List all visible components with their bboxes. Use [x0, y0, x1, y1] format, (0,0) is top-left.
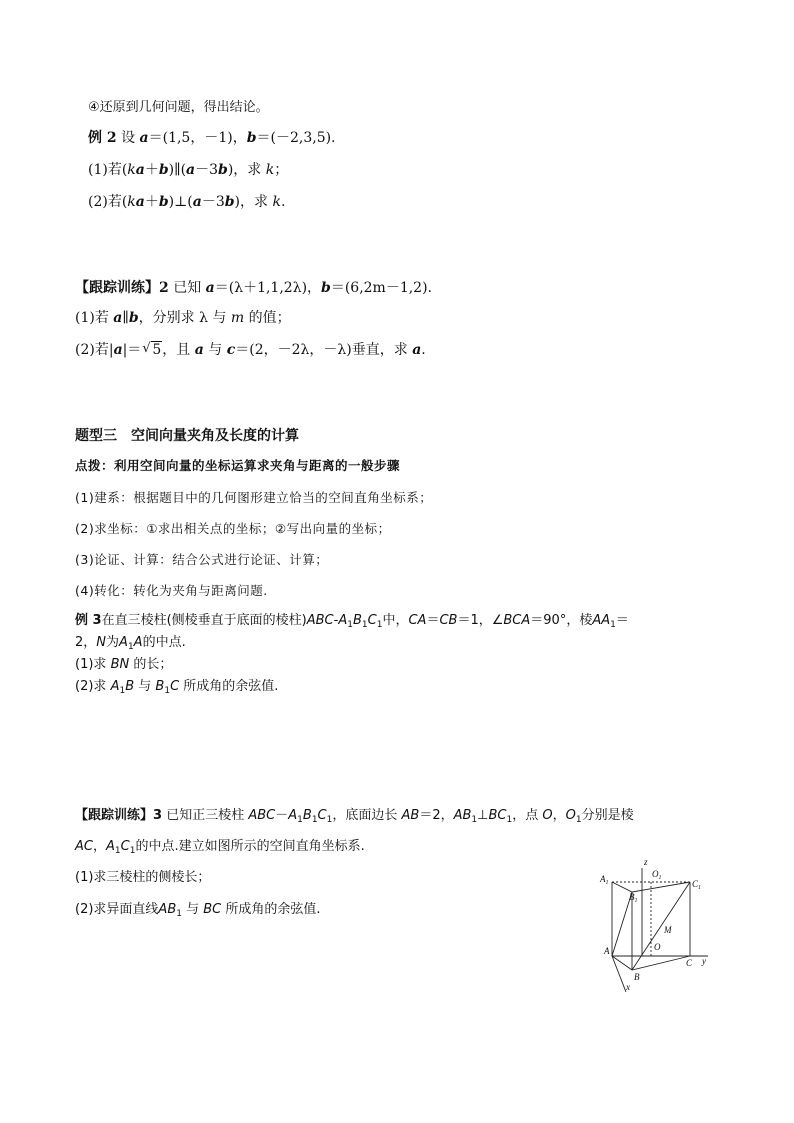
label-m: M [664, 925, 672, 935]
segment-bc1 [632, 882, 690, 970]
label-c: C [686, 958, 693, 968]
track3-line2: AC，$A_1C_1$的中点.建立如图所示的空间直角坐标系. [75, 839, 365, 856]
example2-statement: 例 2 设 a＝(1,5，－1)，b＝(－2,3,5). [88, 130, 336, 146]
track3-q1: (1)求三棱柱的侧棱长； [75, 870, 211, 885]
example3-q1: (1)求 BN 的长； [75, 657, 173, 672]
step4-text: ④还原到几何问题，得出结论。 [88, 100, 269, 115]
type3-step-4: (4)转化：转化为夹角与距离问题. [75, 583, 268, 598]
track2-q2: (2)若|a|＝√ 5，且 a 与 c＝(2，－2λ，－λ)垂直，求 a. [75, 340, 426, 360]
edge-bc [632, 956, 690, 970]
type3-step-3: (3)论证、计算：结合公式进行论证、计算； [75, 552, 329, 567]
label-a: A [604, 946, 610, 956]
example2-q2: (2)若(ka＋b)⊥(a－3b)，求 k. [88, 194, 286, 210]
type3-step-1: (1)建系：根据题目中的几何图形建立恰当的空间直角坐标系； [75, 490, 433, 505]
example3-label: 例 3 [75, 613, 102, 628]
track2-statement: 【跟踪训练】2 已知 a＝(λ＋1,1,2λ)，b＝(6,2m－1,2). [75, 280, 433, 296]
example3-q2: (2)求 $A_1B$ 与 $B_1C$ 所成角的余弦值. [75, 679, 279, 696]
label-x: x [626, 982, 630, 992]
track3-line1: 【跟踪训练】3 已知正三棱柱 $ABC-A_1B_1C_1$，底面边长 AB＝2，$AB_1\perp BC_1$，点 O，$O_1$分别是棱 [75, 808, 634, 825]
track2-q1: (1)若 a∥b，分别求 λ 与 m 的值； [75, 310, 291, 326]
label-b1: $B_1$ [629, 892, 638, 904]
example3-line2: 2，N为$A_1A$的中点. [75, 635, 186, 652]
track3-q2: (2)求异面直线$AB_1$ 与 BC 所成角的余弦值. [75, 902, 321, 919]
label-a1: $A_1$ [600, 874, 609, 886]
example3-line1: 例 3在直三棱柱(侧棱垂直于底面的棱柱)$ABC-A_1B_1C_1$中，CA＝CB＝1，∠BCA＝90°，棱$AA_1=$ [75, 613, 629, 630]
type3-step-2: (2)求坐标：①求出相关点的坐标；②写出向量的坐标； [75, 521, 391, 536]
track3-label: 【跟踪训练】3 [75, 808, 163, 823]
example2-q1: (1)若(ka＋b)∥(a－3b)，求 k； [88, 162, 289, 178]
prism-figure [596, 856, 724, 992]
type3-heading: 题型三 空间向量夹角及长度的计算 [75, 428, 299, 444]
label-b: B [634, 972, 640, 982]
label-o: O [654, 942, 661, 952]
label-c1: $C_1$ [692, 879, 702, 891]
track2-label: 【跟踪训练】2 [75, 280, 169, 296]
label-z: z [644, 857, 648, 867]
example2-label: 例 2 [88, 130, 117, 146]
label-y: y [702, 956, 706, 966]
sqrt-symbol: √ 5 [142, 340, 162, 360]
type3-tip: 点拨：利用空间向量的坐标运算求夹角与距离的一般步骤 [75, 458, 401, 473]
label-o1: $O_1$ [652, 869, 662, 881]
